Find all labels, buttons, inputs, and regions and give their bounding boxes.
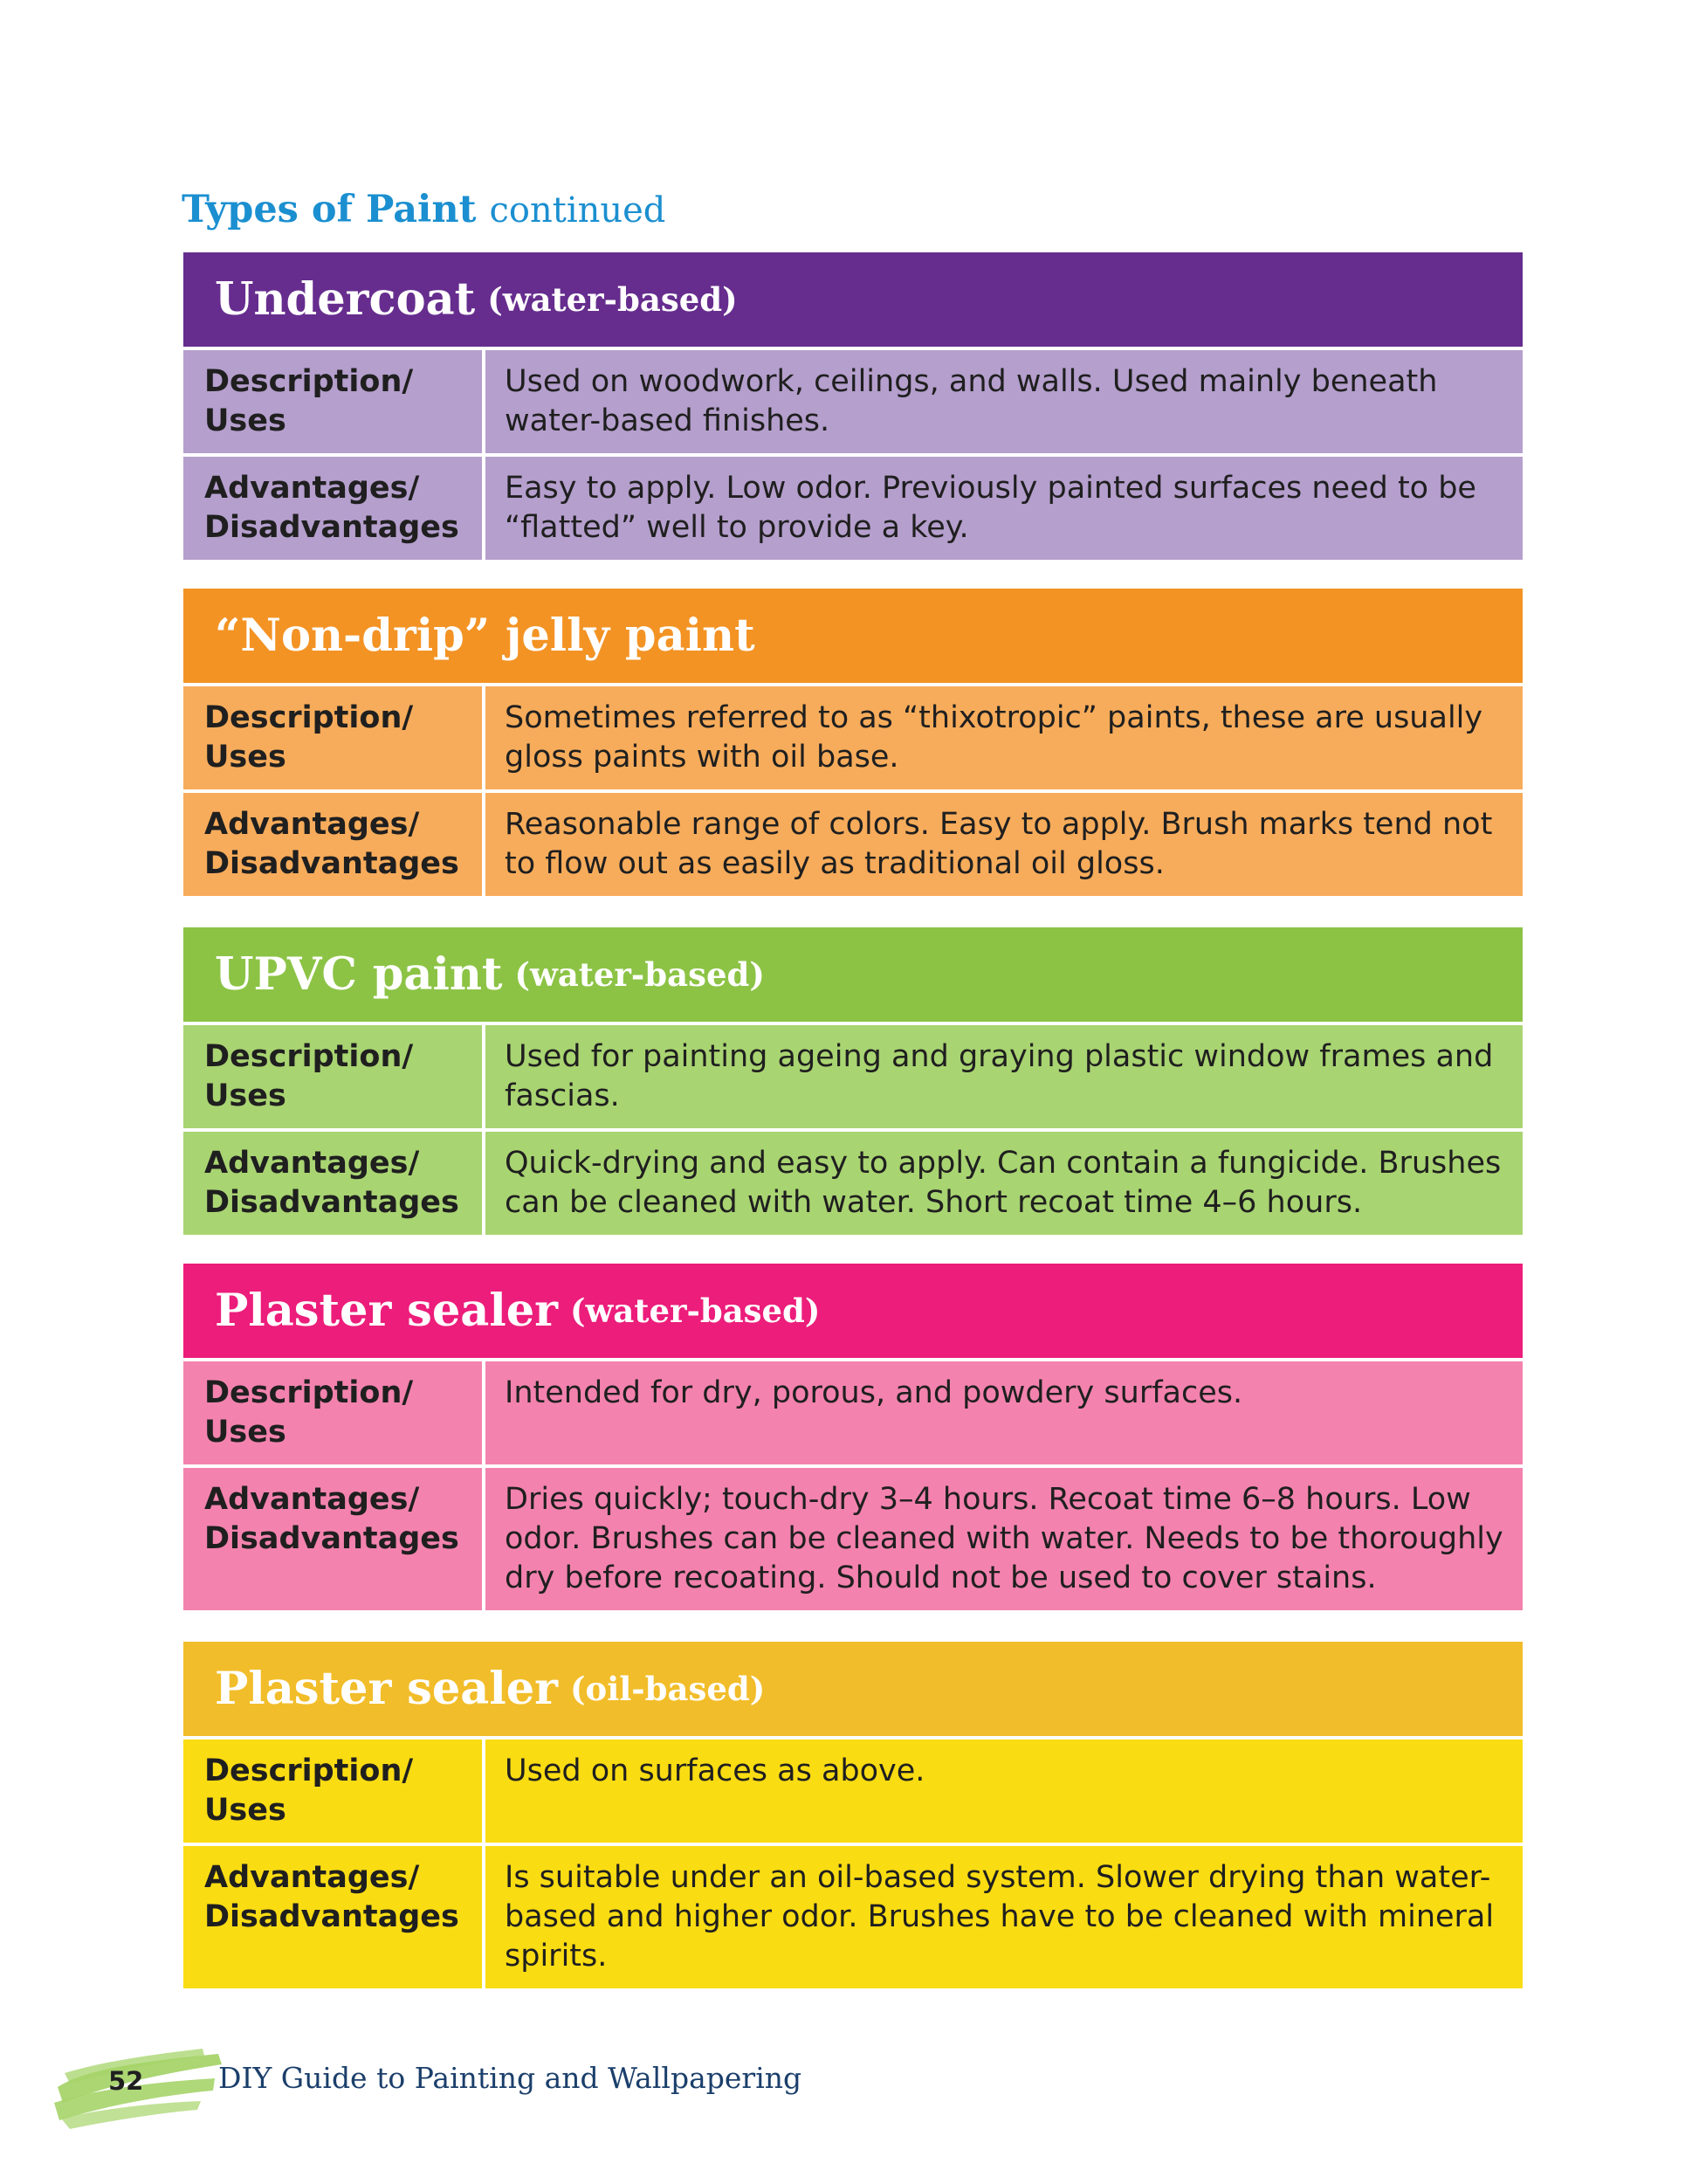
row-label: Description/ Uses [183, 686, 482, 789]
paint-table-plaster-sealer-water [183, 1264, 1523, 1610]
row-label: Advantages/ Disadvantages [183, 1468, 482, 1610]
row-text: Used on woodwork, ceilings, and walls. Used mainly beneath water-based finishes. [485, 350, 1523, 453]
table-title: Undercoat [215, 273, 476, 326]
row-label: Advantages/ Disadvantages [183, 793, 482, 896]
table-row-advantages [183, 457, 1523, 560]
table-row-description [183, 1361, 1523, 1464]
row-label: Description/ Uses [183, 1025, 482, 1128]
footer-book-title: DIY Guide to Painting and Wallpapering [218, 2061, 802, 2095]
paint-table-non-drip-jelly [183, 589, 1523, 896]
table-subtitle: (water-based) [487, 280, 738, 319]
table-title: Plaster sealer [215, 1663, 559, 1715]
row-label: Description/ Uses [183, 1361, 482, 1464]
paint-table-plaster-sealer-oil [183, 1642, 1523, 1988]
table-header [183, 927, 1523, 1022]
table-row-description [183, 686, 1523, 789]
row-text: Quick-drying and easy to apply. Can contain a fungicide. Brushes can be cleaned with water. Short recoat time 4–6 hours. [485, 1132, 1523, 1235]
table-header [183, 1642, 1523, 1736]
row-text: Used on surfaces as above. [485, 1740, 1523, 1843]
row-text: Sometimes referred to as “thixotropic” paints, these are usually gloss paints with oil base. [485, 686, 1523, 789]
heading-continued: continued [489, 190, 666, 231]
row-label: Description/ Uses [183, 1740, 482, 1843]
row-text: Dries quickly; touch-dry 3–4 hours. Recoat time 6–8 hours. Low odor. Brushes can be cleaned with water. Needs to be thoroughly dry before recoating. Should not be used to cover stains. [485, 1468, 1523, 1610]
heading-title: Types of Paint [182, 188, 477, 231]
row-label: Advantages/ Disadvantages [183, 457, 482, 560]
table-subtitle: (oil-based) [570, 1670, 766, 1708]
table-title: Plaster sealer [215, 1285, 559, 1337]
paint-table-upvc [183, 927, 1523, 1235]
row-label: Advantages/ Disadvantages [183, 1132, 482, 1235]
table-row-advantages [183, 793, 1523, 896]
row-text: Is suitable under an oil-based system. Slower drying than water-based and higher odor. Brushes have to be cleaned with mineral spirits. [485, 1846, 1523, 1988]
table-header [183, 1264, 1523, 1358]
table-row-description [183, 1740, 1523, 1843]
table-row-advantages [183, 1468, 1523, 1610]
table-subtitle: (water-based) [570, 1292, 821, 1330]
row-text: Used for painting ageing and graying plastic window frames and fascias. [485, 1025, 1523, 1128]
paint-table-undercoat [183, 252, 1523, 560]
table-row-advantages [183, 1846, 1523, 1988]
row-text: Easy to apply. Low odor. Previously painted surfaces need to be “flatted” well to provide a key. [485, 457, 1523, 560]
table-row-description [183, 350, 1523, 453]
table-header [183, 589, 1523, 683]
table-subtitle: (water-based) [514, 955, 765, 994]
page-heading [182, 183, 665, 237]
row-text: Reasonable range of colors. Easy to apply. Brush marks tend not to flow out as easily as traditional oil gloss. [485, 793, 1523, 896]
table-row-advantages [183, 1132, 1523, 1235]
table-title: UPVC paint [215, 948, 503, 1001]
row-label: Advantages/ Disadvantages [183, 1846, 482, 1988]
page-number: 52 [108, 2066, 144, 2096]
row-label: Description/ Uses [183, 350, 482, 453]
table-row-description [183, 1025, 1523, 1128]
row-text: Intended for dry, porous, and powdery surfaces. [485, 1361, 1523, 1464]
table-header [183, 252, 1523, 347]
table-title: “Non-drip” jelly paint [215, 610, 755, 662]
